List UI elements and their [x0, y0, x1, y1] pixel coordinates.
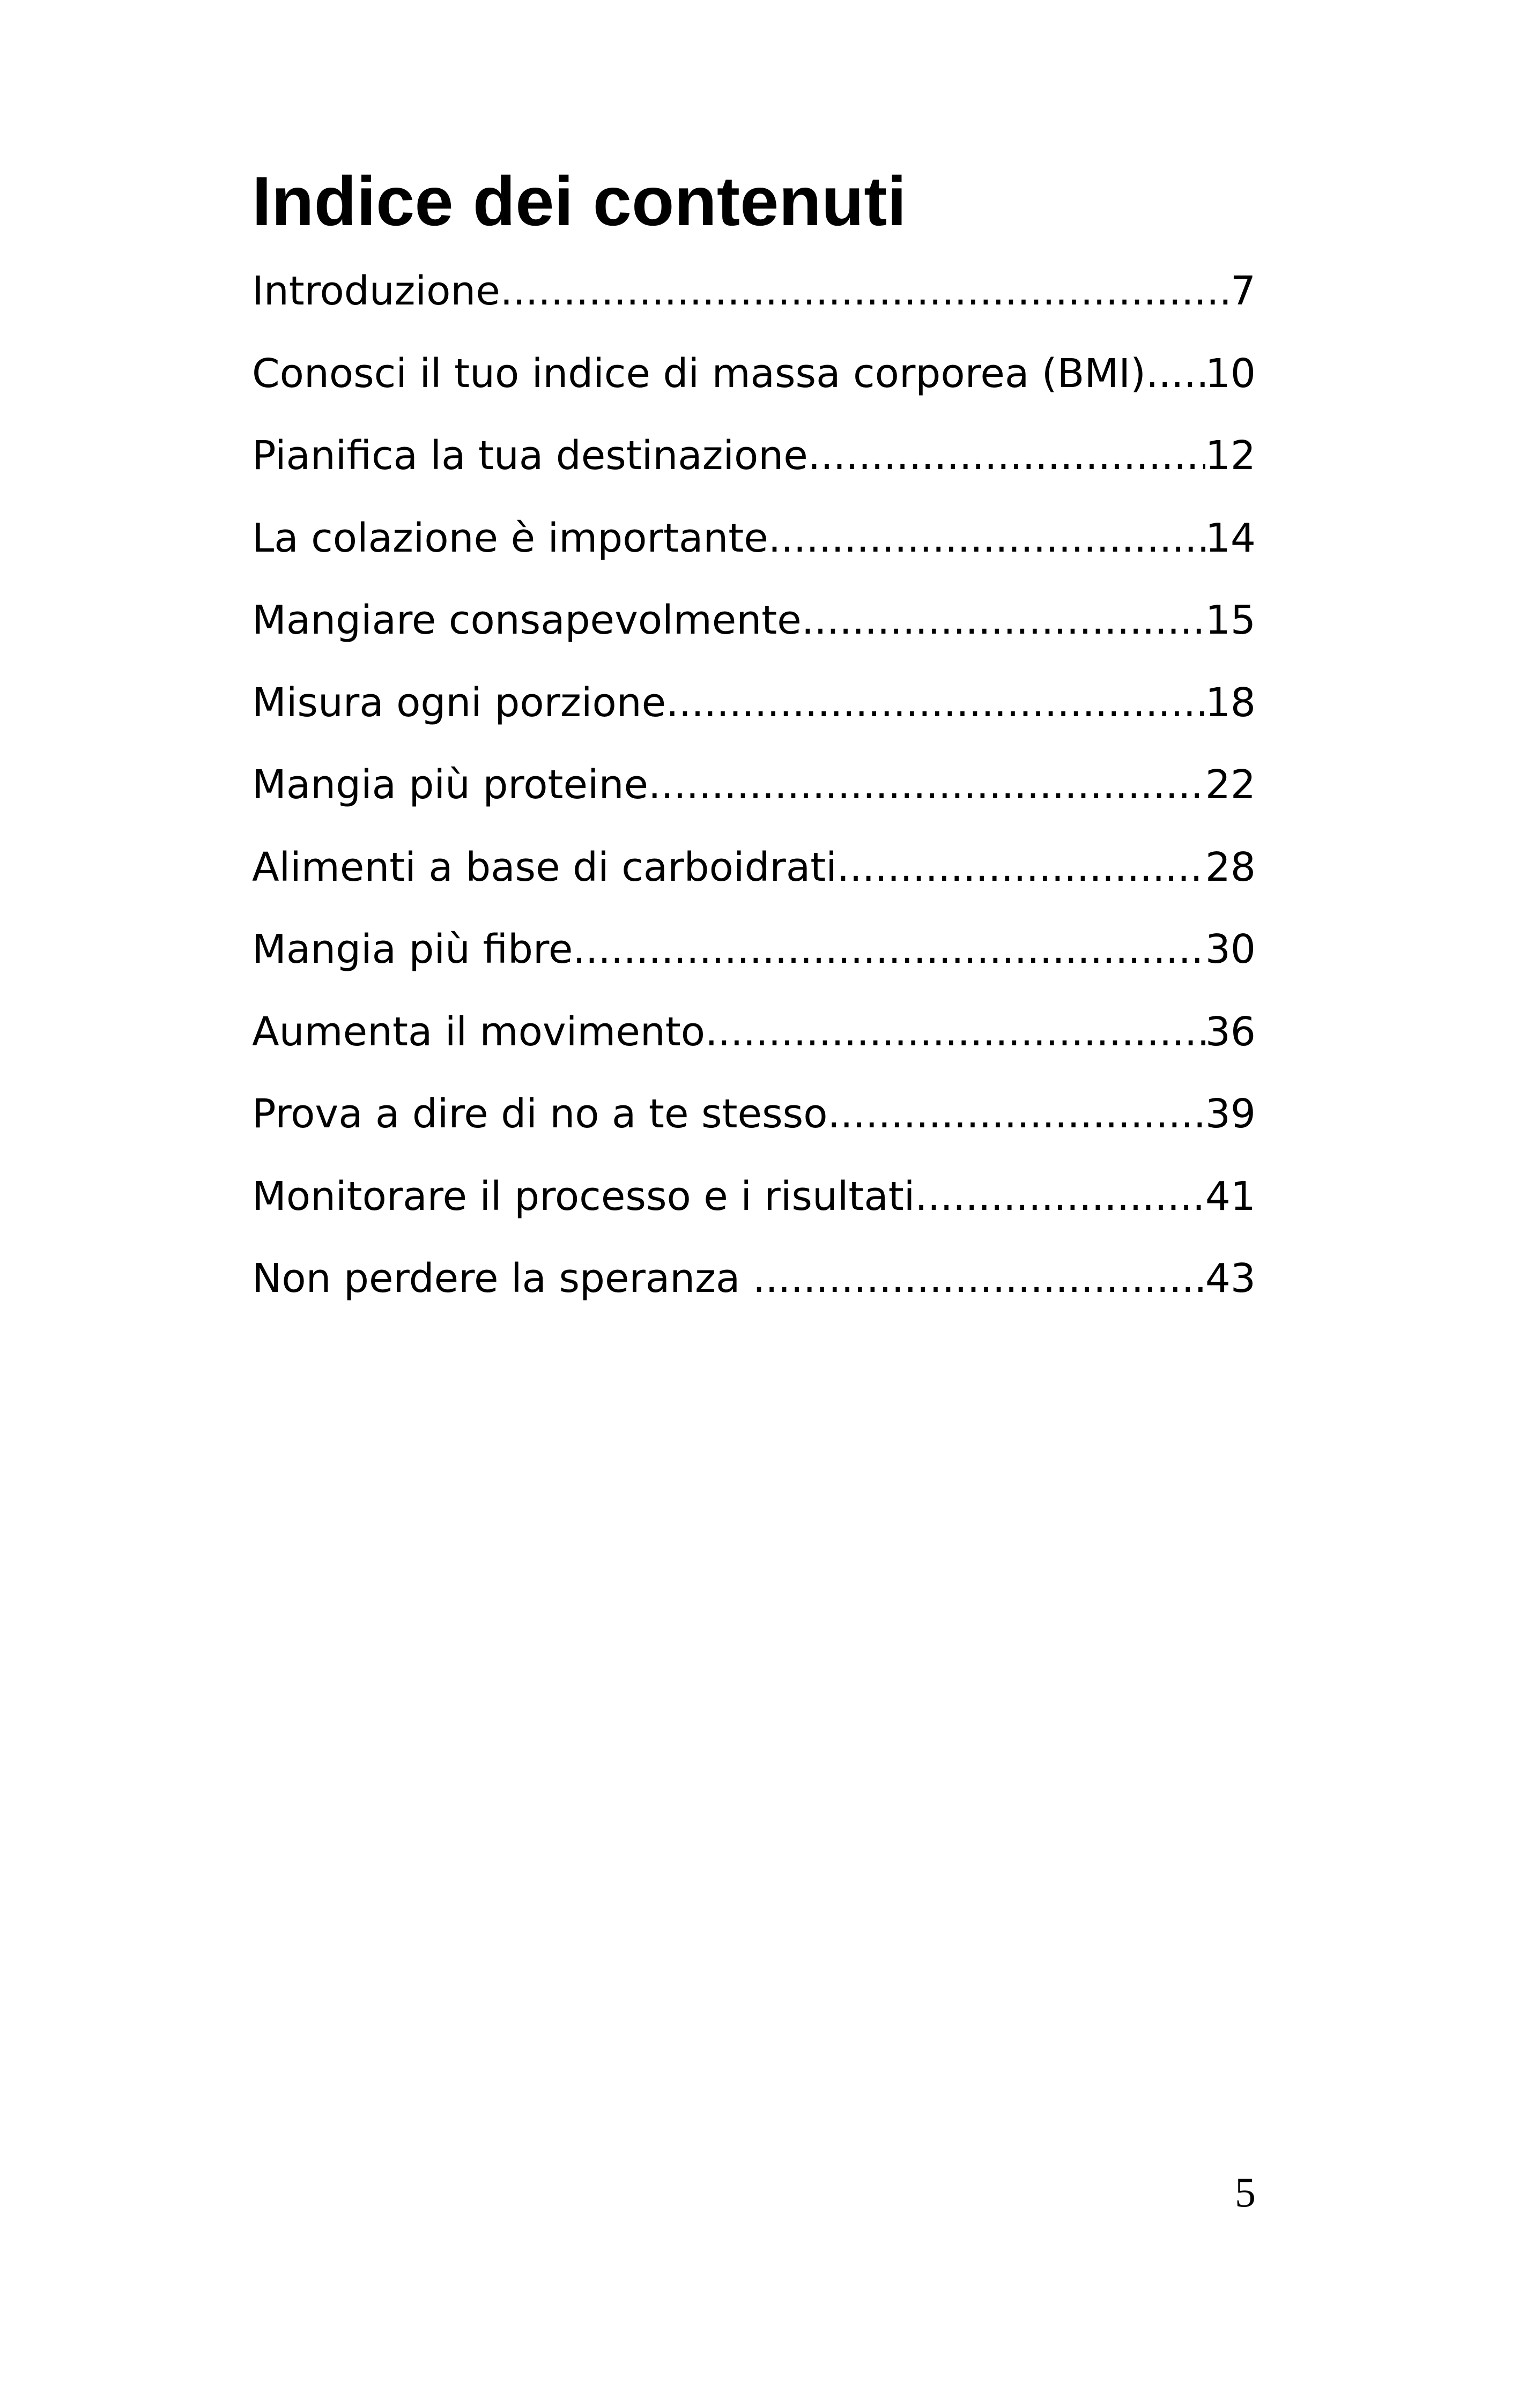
toc-dot-leader: [705, 1002, 1205, 1061]
toc-entry-page: 43: [1205, 1255, 1256, 1302]
toc-dot-leader: [837, 838, 1205, 897]
toc-entry-page: 22: [1205, 762, 1256, 808]
toc-dot-leader: [573, 920, 1205, 979]
page-number: 5: [1235, 2169, 1256, 2216]
toc-dot-leader: [768, 509, 1205, 568]
toc-entry[interactable]: [252, 838, 1256, 920]
toc-entry-page: 41: [1205, 1173, 1256, 1220]
toc-entry-page: 18: [1205, 679, 1256, 726]
toc-entry-label: Conosci il tuo indice di massa corporea (BMI): [252, 350, 1146, 397]
toc-entry-page: 15: [1205, 597, 1256, 643]
toc-entry-page: 39: [1205, 1091, 1256, 1137]
toc-entry-page: 12: [1205, 433, 1256, 479]
toc-title: Indice dei contenuti: [252, 162, 907, 240]
toc-entry[interactable]: [252, 920, 1256, 1002]
toc-dot-leader: [1146, 344, 1205, 403]
toc-entry-label: Monitorare il processo e i risultati: [252, 1173, 915, 1220]
toc-entry-label: Pianifica la tua destinazione: [252, 433, 808, 479]
toc-dot-leader: [500, 262, 1231, 321]
toc-dot-leader: [753, 1249, 1205, 1308]
toc-dot-leader: [808, 426, 1205, 485]
toc-entry[interactable]: [252, 1002, 1256, 1085]
toc-entry-label: La colazione è importante: [252, 515, 768, 561]
toc-entry-label: Misura ogni porzione: [252, 679, 666, 726]
toc-entry[interactable]: [252, 591, 1256, 673]
toc-dot-leader: [915, 1167, 1205, 1226]
toc-entry-label: Non perdere la speranza: [252, 1255, 753, 1302]
toc-dot-leader: [666, 673, 1205, 732]
toc-entry-label: Introduzione: [252, 268, 500, 314]
toc-entry-label: Alimenti a base di carboidrati: [252, 844, 837, 890]
toc-entry[interactable]: [252, 673, 1256, 756]
toc-entry-page: 7: [1230, 268, 1256, 314]
toc-entry[interactable]: [252, 509, 1256, 591]
toc-dot-leader: [827, 1084, 1205, 1143]
toc-list: [252, 262, 1256, 1332]
toc-dot-leader: [802, 591, 1205, 650]
toc-entry-page: 30: [1205, 926, 1256, 972]
toc-entry[interactable]: [252, 1084, 1256, 1167]
toc-entry-page: 14: [1205, 515, 1256, 561]
toc-entry[interactable]: [252, 426, 1256, 509]
toc-entry-label: Mangia più fibre: [252, 926, 573, 972]
toc-entry[interactable]: [252, 755, 1256, 838]
toc-entry[interactable]: [252, 1249, 1256, 1332]
toc-entry[interactable]: [252, 1167, 1256, 1250]
toc-entry-page: 36: [1205, 1008, 1256, 1055]
toc-entry-page: 28: [1205, 844, 1256, 890]
toc-entry-page: 10: [1205, 350, 1256, 397]
toc-entry-label: Mangia più proteine: [252, 762, 649, 808]
toc-entry-label: Aumenta il movimento: [252, 1008, 706, 1055]
toc-entry-label: Prova a dire di no a te stesso: [252, 1091, 828, 1137]
toc-dot-leader: [648, 755, 1205, 814]
toc-entry[interactable]: [252, 262, 1256, 344]
toc-entry[interactable]: [252, 344, 1256, 427]
toc-entry-label: Mangiare consapevolmente: [252, 597, 802, 643]
